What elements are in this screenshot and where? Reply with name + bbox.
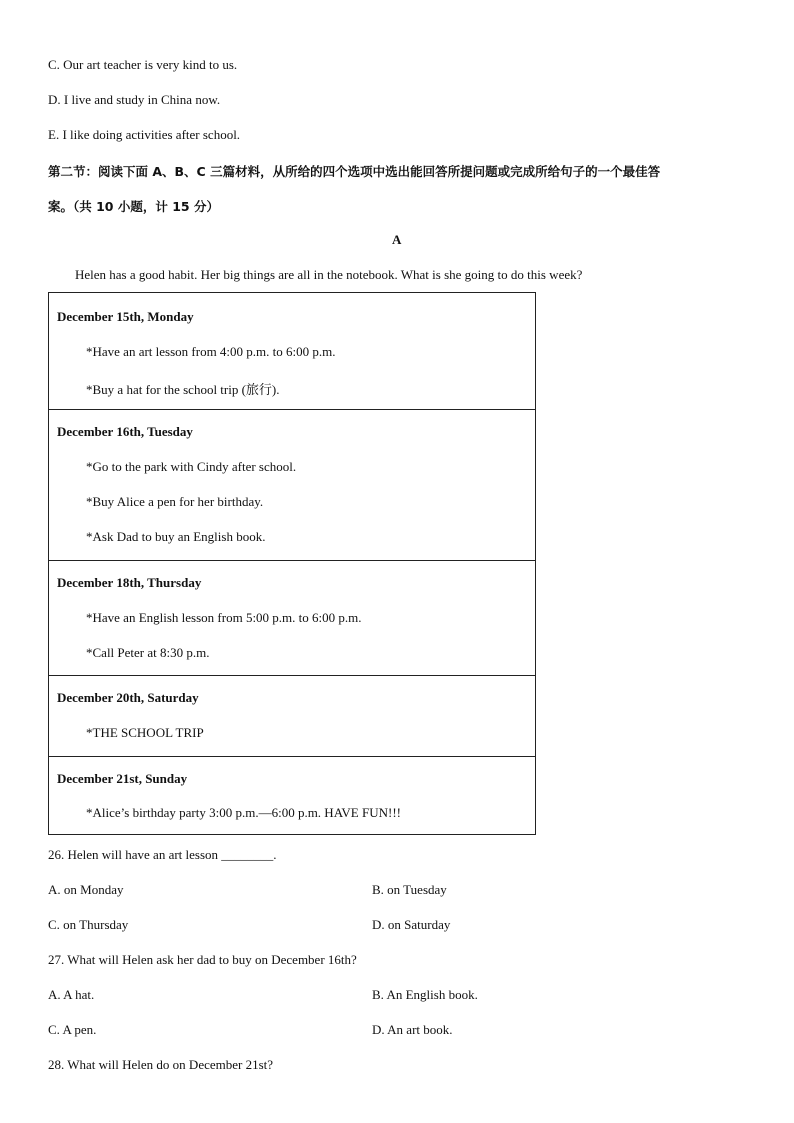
schedule-day: December 15th, Monday xyxy=(57,309,194,324)
question-28-stem: 28. What will Helen do on December 21st? xyxy=(48,1057,274,1072)
section-heading-line1: 第二节：阅读下面 A、B、C 三篇材料，从所给的四个选项中选出能回答所提问题或完成所给句子的一个最佳答 xyxy=(48,164,661,179)
schedule-item: *Have an English lesson from 5:00 p.m. to 6:00 p.m. xyxy=(86,610,362,625)
schedule-block-thursday xyxy=(49,560,535,676)
schedule-item: *THE SCHOOL TRIP xyxy=(86,725,204,740)
option-d-text: D. I live and study in China now. xyxy=(48,92,221,107)
schedule-table xyxy=(48,292,536,835)
passage-label: A xyxy=(392,232,402,247)
schedule-item: *Alice’s birthday party 3:00 p.m.—6:00 p.m. HAVE FUN!!! xyxy=(86,805,401,820)
question-26-option-d: D. on Saturday xyxy=(372,917,451,932)
schedule-item: *Ask Dad to buy an English book. xyxy=(86,529,266,544)
schedule-item: *Have an art lesson from 4:00 p.m. to 6:00 p.m. xyxy=(86,344,336,359)
schedule-block-sunday xyxy=(49,756,535,835)
schedule-day: December 20th, Saturday xyxy=(57,690,199,705)
schedule-item: *Call Peter at 8:30 p.m. xyxy=(86,645,210,660)
schedule-day: December 18th, Thursday xyxy=(57,575,202,590)
question-26-option-c: C. on Thursday xyxy=(48,917,129,932)
option-c-text: C. Our art teacher is very kind to us. xyxy=(48,57,238,72)
question-27-stem: 27. What will Helen ask her dad to buy on December 16th? xyxy=(48,952,357,967)
section-heading-line2: 案。（共 10 小题，计 15 分） xyxy=(48,199,219,214)
passage-intro: Helen has a good habit. Her big things are all in the notebook. What is she going to do this week? xyxy=(75,267,583,282)
schedule-block-monday xyxy=(49,293,535,409)
schedule-item: *Go to the park with Cindy after school. xyxy=(86,459,297,474)
schedule-day: December 16th, Tuesday xyxy=(57,424,193,439)
question-27-option-b: B. An English book. xyxy=(372,987,478,1002)
schedule-item: *Buy Alice a pen for her birthday. xyxy=(86,494,264,509)
schedule-item: *Buy a hat for the school trip (旅行). xyxy=(86,382,280,397)
question-27-option-d: D. An art book. xyxy=(372,1022,453,1037)
schedule-block-saturday xyxy=(49,675,535,757)
question-26-stem: 26. Helen will have an art lesson ________. xyxy=(48,847,277,862)
question-27-option-a: A. A hat. xyxy=(48,987,95,1002)
question-27-option-c: C. A pen. xyxy=(48,1022,97,1037)
question-26-option-b: B. on Tuesday xyxy=(372,882,447,897)
schedule-day: December 21st, Sunday xyxy=(57,771,188,786)
schedule-block-tuesday xyxy=(49,409,535,561)
option-e-text: E. I like doing activities after school. xyxy=(48,127,241,142)
question-26-option-a: A. on Monday xyxy=(48,882,124,897)
